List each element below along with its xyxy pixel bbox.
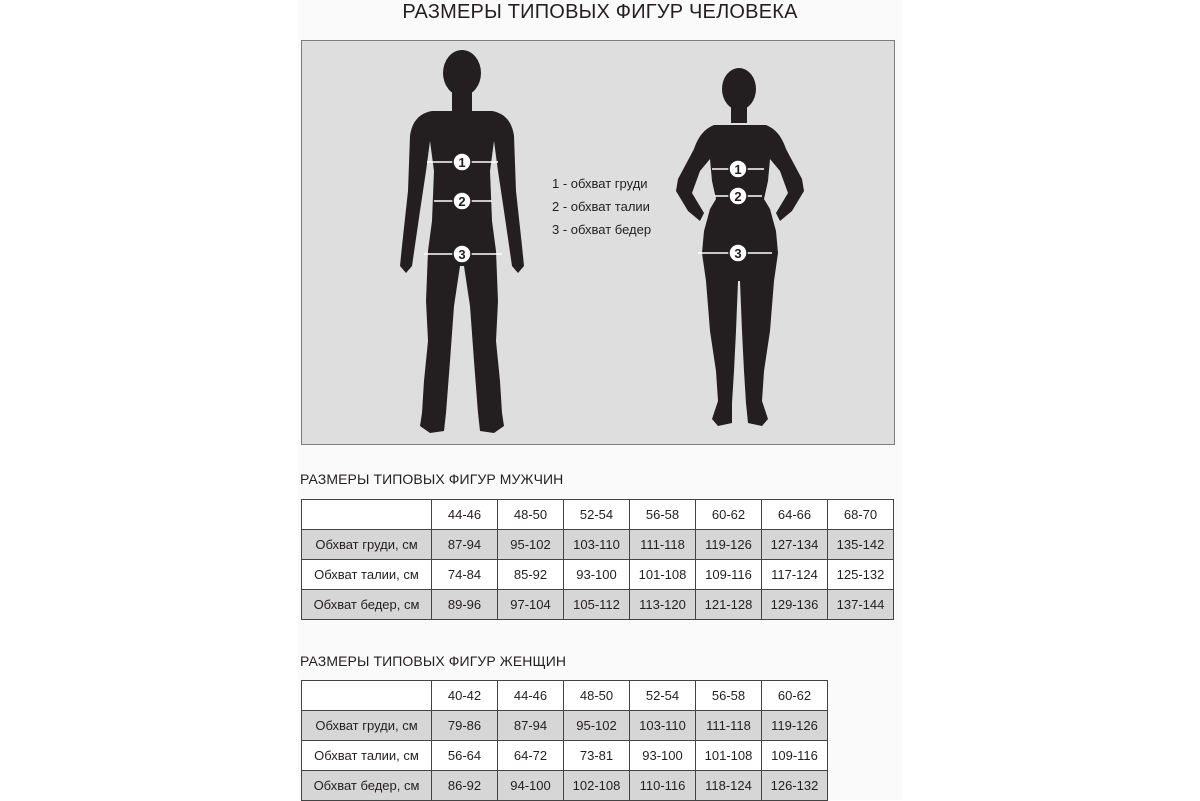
women-size-table bbox=[301, 680, 828, 801]
table-cell: 119-126 bbox=[762, 711, 828, 741]
table-cell: 127-134 bbox=[762, 530, 828, 560]
row-label: Обхват бедер, см bbox=[302, 771, 432, 801]
table-cell: 73-81 bbox=[564, 741, 630, 771]
marker-label: 1 bbox=[458, 155, 466, 170]
table-cell: 101-108 bbox=[696, 741, 762, 771]
table-cell: 101-108 bbox=[630, 560, 696, 590]
table-cell: 103-110 bbox=[564, 530, 630, 560]
table-header-row bbox=[302, 500, 894, 530]
size-header: 48-50 bbox=[498, 500, 564, 530]
size-header: 60-62 bbox=[696, 500, 762, 530]
size-header: 64-66 bbox=[762, 500, 828, 530]
marker-label: 3 bbox=[734, 246, 742, 261]
size-header: 44-46 bbox=[498, 681, 564, 711]
women-table-title: РАЗМЕРЫ ТИПОВЫХ ФИГУР ЖЕНЩИН bbox=[300, 653, 567, 669]
table-cell: 125-132 bbox=[828, 560, 894, 590]
table-cell: 93-100 bbox=[630, 741, 696, 771]
table-cell: 74-84 bbox=[432, 560, 498, 590]
size-header: 40-42 bbox=[432, 681, 498, 711]
marker-label: 1 bbox=[734, 162, 742, 177]
header-empty-cell bbox=[302, 500, 432, 530]
table-cell: 85-92 bbox=[498, 560, 564, 590]
table-cell: 111-118 bbox=[630, 530, 696, 560]
size-header: 60-62 bbox=[762, 681, 828, 711]
table-cell: 79-86 bbox=[432, 711, 498, 741]
table-cell: 111-118 bbox=[696, 711, 762, 741]
table-row bbox=[302, 741, 828, 771]
table-row bbox=[302, 771, 828, 801]
male-silhouette bbox=[400, 50, 524, 433]
header-empty-cell bbox=[302, 681, 432, 711]
table-cell: 113-120 bbox=[630, 590, 696, 620]
table-cell: 135-142 bbox=[828, 530, 894, 560]
size-chart-page bbox=[298, 0, 902, 800]
table-cell: 89-96 bbox=[432, 590, 498, 620]
table-cell: 129-136 bbox=[762, 590, 828, 620]
table-cell: 121-128 bbox=[696, 590, 762, 620]
table-cell: 126-132 bbox=[762, 771, 828, 801]
men-table-title: РАЗМЕРЫ ТИПОВЫХ ФИГУР МУЖЧИН bbox=[300, 471, 564, 487]
table-cell: 102-108 bbox=[564, 771, 630, 801]
table-cell: 95-102 bbox=[564, 711, 630, 741]
table-cell: 56-64 bbox=[432, 741, 498, 771]
page-title: РАЗМЕРЫ ТИПОВЫХ ФИГУР ЧЕЛОВЕКА bbox=[402, 1, 798, 23]
table-cell: 97-104 bbox=[498, 590, 564, 620]
table-cell: 103-110 bbox=[630, 711, 696, 741]
size-header: 48-50 bbox=[564, 681, 630, 711]
table-row bbox=[302, 530, 894, 560]
measurement-legend bbox=[552, 172, 651, 241]
table-cell: 64-72 bbox=[498, 741, 564, 771]
size-header: 44-46 bbox=[432, 500, 498, 530]
table-cell: 94-100 bbox=[498, 771, 564, 801]
figures-svg bbox=[302, 41, 895, 445]
legend-item-waist: 2 - обхват талии bbox=[552, 199, 650, 214]
table-row bbox=[302, 560, 894, 590]
legend-item-chest: 1 - обхват груди bbox=[552, 176, 648, 191]
table-cell: 118-124 bbox=[696, 771, 762, 801]
row-label: Обхват талии, см bbox=[302, 560, 432, 590]
table-row bbox=[302, 711, 828, 741]
size-header: 68-70 bbox=[828, 500, 894, 530]
figure-panel bbox=[301, 40, 895, 445]
size-header: 52-54 bbox=[564, 500, 630, 530]
row-label: Обхват талии, см bbox=[302, 741, 432, 771]
row-label: Обхват груди, см bbox=[302, 711, 432, 741]
size-header: 56-58 bbox=[630, 500, 696, 530]
men-size-table bbox=[301, 499, 894, 620]
table-cell: 87-94 bbox=[432, 530, 498, 560]
table-cell: 119-126 bbox=[696, 530, 762, 560]
row-label: Обхват груди, см bbox=[302, 530, 432, 560]
marker-label: 2 bbox=[734, 189, 742, 204]
table-cell: 137-144 bbox=[828, 590, 894, 620]
marker-label: 2 bbox=[458, 194, 466, 209]
table-cell: 93-100 bbox=[564, 560, 630, 590]
table-row bbox=[302, 590, 894, 620]
size-header: 56-58 bbox=[696, 681, 762, 711]
table-cell: 109-116 bbox=[696, 560, 762, 590]
size-header: 52-54 bbox=[630, 681, 696, 711]
table-cell: 95-102 bbox=[498, 530, 564, 560]
table-cell: 105-112 bbox=[564, 590, 630, 620]
legend-item-hips: 3 - обхват бедер bbox=[552, 222, 652, 237]
table-cell: 109-116 bbox=[762, 741, 828, 771]
row-label: Обхват бедер, см bbox=[302, 590, 432, 620]
marker-label: 3 bbox=[458, 247, 466, 262]
table-header-row bbox=[302, 681, 828, 711]
table-cell: 86-92 bbox=[432, 771, 498, 801]
table-cell: 87-94 bbox=[498, 711, 564, 741]
table-cell: 117-124 bbox=[762, 560, 828, 590]
table-cell: 110-116 bbox=[630, 771, 696, 801]
